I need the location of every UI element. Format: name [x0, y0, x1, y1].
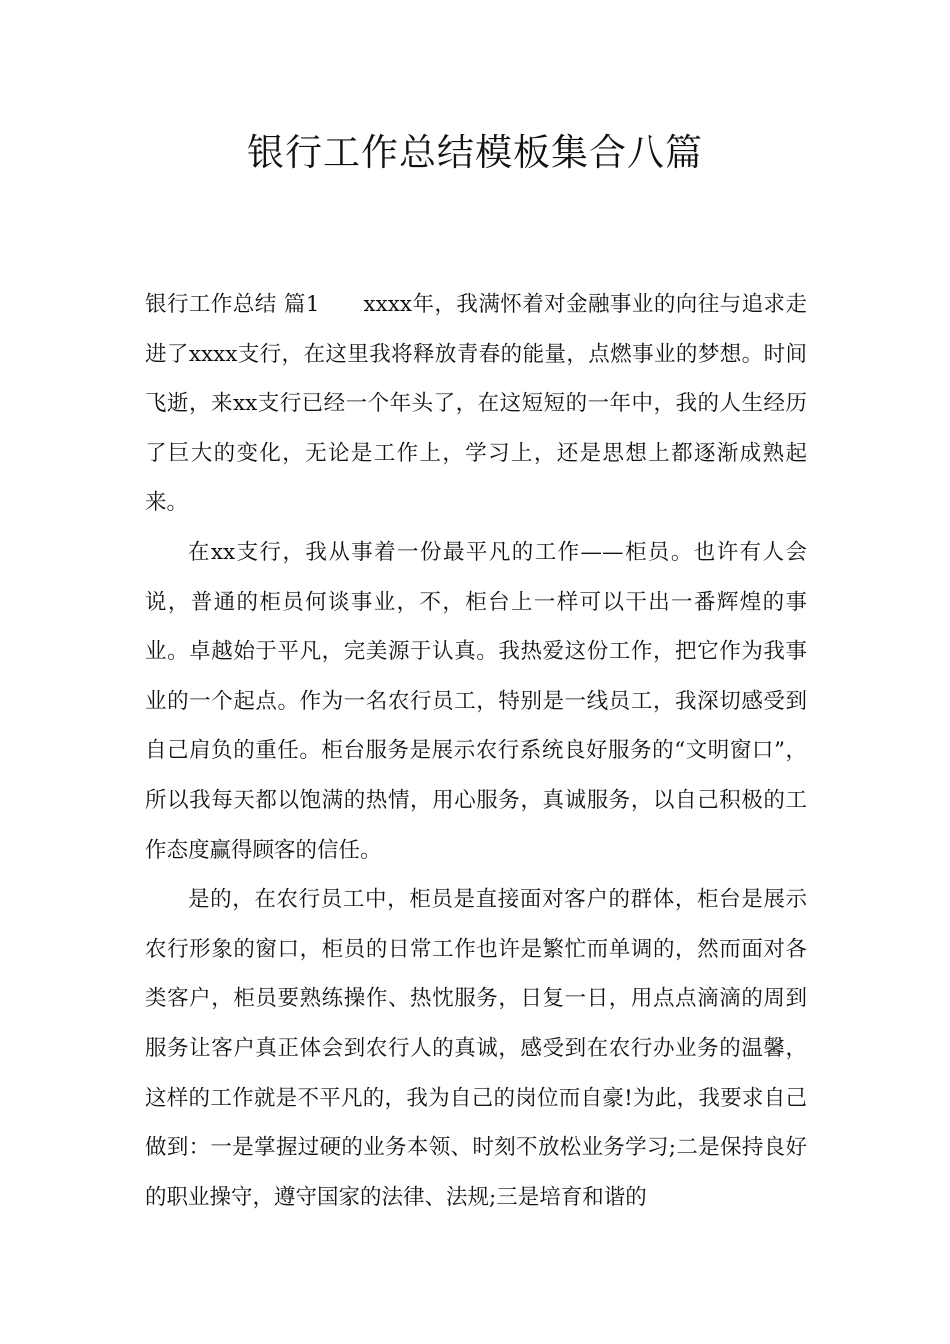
paragraph-2: 在xx支行，我从事着一份最平凡的工作——柜员。也许有人会说，普通的柜员何谈事业，不，柜台上一样可以干出一番辉煌的事业。卓越始于平凡，完美源于认真。我热爱这份工作，把它作为我事业的一个起点。作为一名农行员工，特别是一线员工，我深切感受到自己肩负的重任。柜台服务是展示农行系统良好服务的“文明窗口”，所以我每天都以饱满的热情，用心服务，真诚服务，以自己积极的工作态度赢得顾客的信任。: [145, 539, 807, 863]
document-title: 银行工作总结模板集合八篇: [247, 131, 703, 174]
paragraph-1: [145, 280, 807, 528]
section-label: 银行工作总结 篇1: [145, 292, 320, 317]
paragraph-1-text: xxxx年，我满怀着对金融事业的向往与追求走进了xxxx支行，在这里我将释放青春的能量，点燃事业的梦想。时间飞逝，来xx支行已经一个年头了，在这短短的一年中，我的人生经历了巨大的变化，无论是工作上，学习上，还是思想上都逐渐成熟起来。: [145, 292, 807, 516]
paragraph-3: 是的，在农行员工中，柜员是直接面对客户的群体，柜台是展示农行形象的窗口，柜员的日常工作也许是繁忙而单调的，然而面对各类客户，柜员要熟练操作、热忱服务，日复一日，用点点滴滴的周到服务让客户真正体会到农行人的真诚，感受到在农行办业务的温馨，这样的工作就是不平凡的，我为自己的岗位而自豪!为此，我要求自己做到：一是掌握过硬的业务本领、时刻不放松业务学习;二是保持良好的职业操守，遵守国家的法律、法规;三是培育和谐的: [145, 887, 807, 1210]
document-body: [145, 280, 807, 1222]
